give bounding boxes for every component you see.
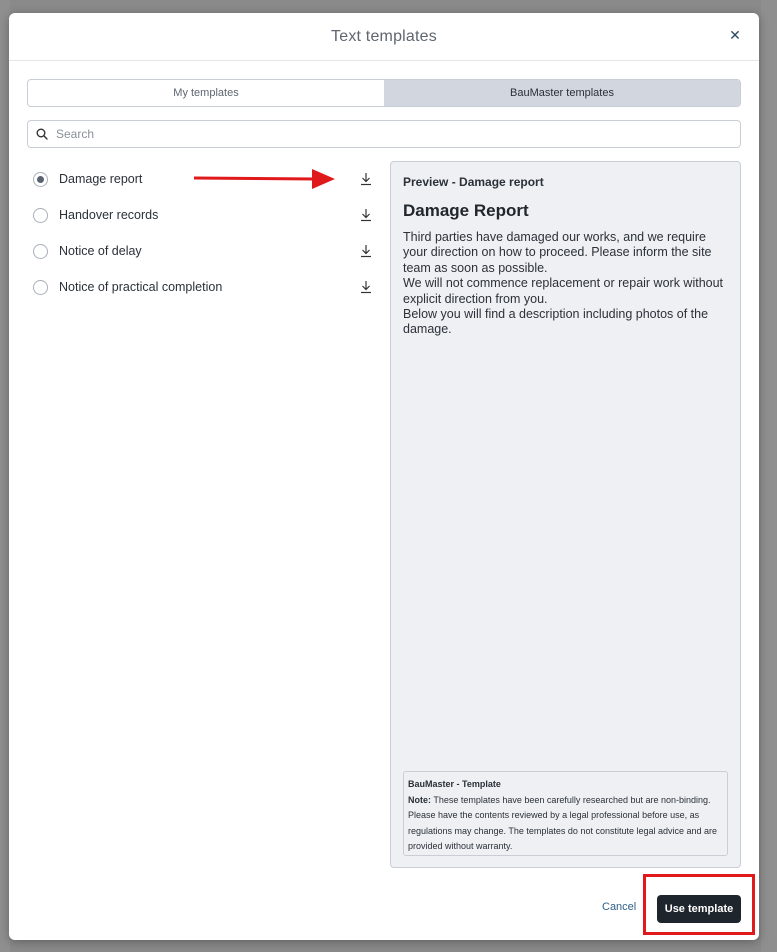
download-icon[interactable] [359, 280, 373, 294]
disclaimer-notice [403, 771, 728, 856]
close-icon[interactable]: ✕ [729, 27, 741, 43]
download-icon[interactable] [359, 172, 373, 186]
tab-my-templates[interactable]: My templates [173, 87, 239, 99]
modal-title: Text templates [331, 27, 437, 45]
notice-body [408, 793, 723, 855]
radio-notice-of-delay[interactable] [33, 244, 48, 259]
notice-text: These templates have been carefully researched but are non-binding. Please have the contents reviewed by a legal professional before use, as regulations may change. The templates do not constitute legal advice and are provided without warranty. [408, 794, 718, 851]
background-right-strip [761, 0, 777, 952]
highlight-box-annotation [643, 874, 755, 935]
preview-header: Preview - Damage report [403, 175, 544, 189]
use-template-button[interactable]: Use template [657, 895, 741, 923]
radio-notice-of-practical-completion[interactable] [33, 280, 48, 295]
preview-line: Below you will find a description including photos of the damage. [403, 307, 709, 337]
radio-damage-report[interactable] [33, 172, 48, 187]
close-button[interactable] [725, 25, 745, 45]
list-item-notice-of-delay[interactable] [27, 233, 381, 269]
cancel-button[interactable]: Cancel [602, 901, 637, 913]
download-icon[interactable] [359, 208, 373, 222]
template-label: Damage report [59, 172, 143, 186]
tab-baumaster-templates[interactable]: BauMaster templates [384, 80, 740, 106]
template-tabs [27, 79, 741, 107]
modal-header [9, 13, 759, 61]
search-input[interactable] [56, 127, 716, 141]
notice-title: BauMaster - Template [408, 779, 501, 789]
template-label: Notice of practical completion [59, 280, 223, 294]
preview-body [403, 230, 728, 338]
list-item-notice-of-practical-completion[interactable] [27, 269, 381, 305]
template-label: Handover records [59, 208, 159, 222]
preview-line: Third parties have damaged our works, and we require your direction on how to proceed. Please inform the site team as soon as possible. [403, 230, 712, 275]
red-arrow-annotation [194, 168, 336, 190]
radio-handover-records[interactable] [33, 208, 48, 223]
template-label: Notice of delay [59, 244, 142, 258]
text-templates-modal [9, 13, 759, 940]
list-item-handover-records[interactable] [27, 197, 381, 233]
preview-title: Damage Report [403, 201, 529, 220]
preview-panel [390, 161, 741, 868]
search-icon [36, 128, 48, 140]
download-icon[interactable] [359, 244, 373, 258]
preview-line: We will not commence replacement or repair work without explicit direction from you. [403, 276, 724, 306]
search-box[interactable] [27, 120, 741, 148]
notice-label: Note: [408, 794, 431, 805]
